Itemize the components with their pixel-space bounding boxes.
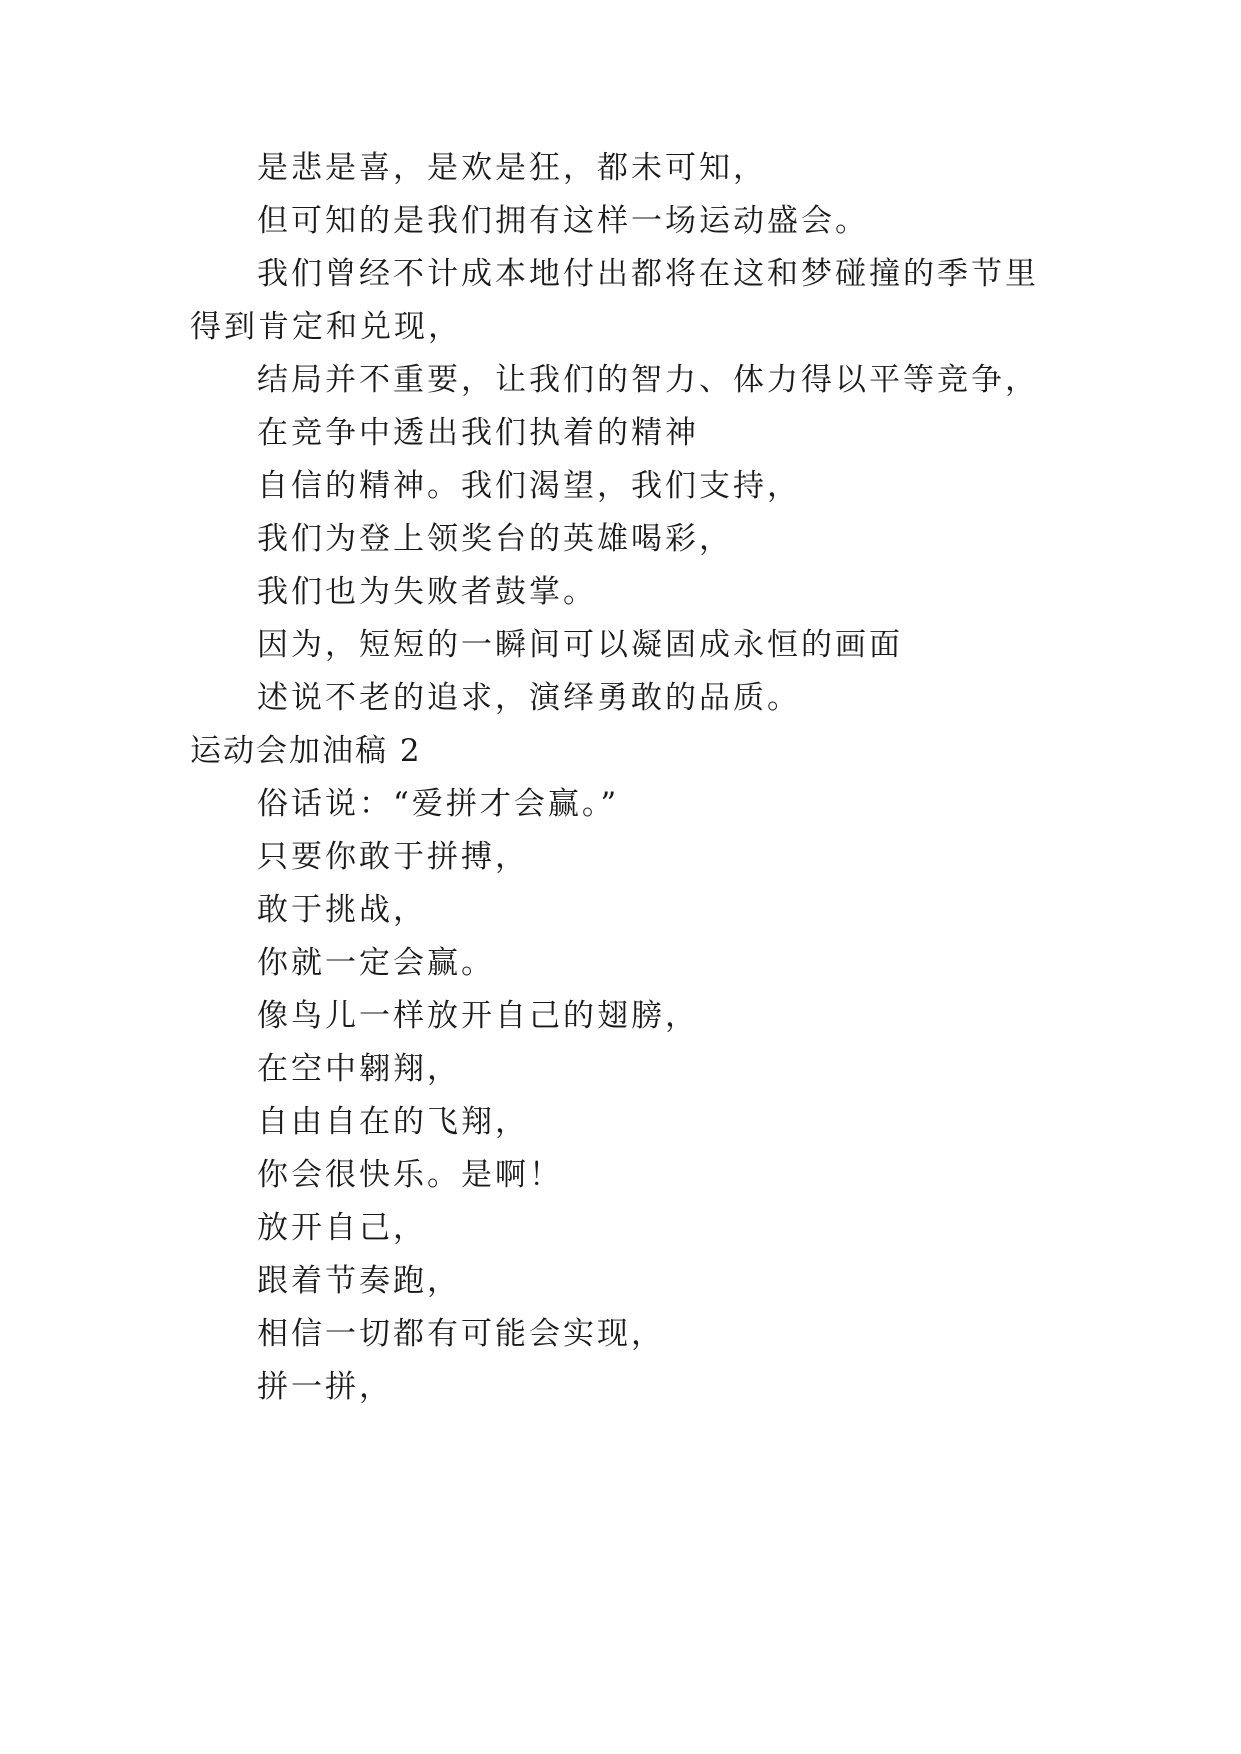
text-line: 因为，短短的一瞬间可以凝固成永恒的画面 xyxy=(257,627,903,663)
text-line: 在竞争中透出我们执着的精神 xyxy=(257,415,699,451)
text-line: 只要你敢于拼搏， xyxy=(257,839,529,875)
text-line: 得到肯定和兑现， xyxy=(190,309,462,345)
text-line: 你会很快乐。是啊！ xyxy=(257,1157,563,1193)
text-line: 敢于挑战， xyxy=(257,892,427,928)
text-line: 是悲是喜，是欢是狂，都未可知， xyxy=(257,150,767,186)
text-line: 我们也为失败者鼓掌。 xyxy=(257,574,597,610)
text-line: 我们曾经不计成本地付出都将在这和梦碰撞的季节里 xyxy=(257,256,1039,292)
text-line: 放开自己， xyxy=(257,1210,427,1246)
text-line: 自由自在的飞翔， xyxy=(257,1104,529,1140)
text-line: 结局并不重要，让我们的智力、体力得以平等竞争， xyxy=(257,362,1039,398)
text-line: 像鸟儿一样放开自己的翅膀， xyxy=(257,998,699,1034)
text-line: 我们为登上领奖台的英雄喝彩， xyxy=(257,521,733,557)
text-line: 拼一拼， xyxy=(257,1369,393,1405)
text-line: 俗话说：“爱拼才会赢。” xyxy=(257,786,620,822)
text-line: 你就一定会赢。 xyxy=(257,945,495,981)
text-line: 述说不老的追求，演绎勇敢的品质。 xyxy=(257,680,801,716)
text-line: 跟着节奏跑， xyxy=(257,1263,461,1299)
section-heading: 运动会加油稿 2 xyxy=(190,733,422,769)
text-line: 相信一切都有可能会实现， xyxy=(257,1316,665,1352)
text-line: 但可知的是我们拥有这样一场运动盛会。 xyxy=(257,203,869,239)
text-line: 自信的精神。我们渴望，我们支持， xyxy=(257,468,801,504)
text-line: 在空中翱翔， xyxy=(257,1051,461,1087)
